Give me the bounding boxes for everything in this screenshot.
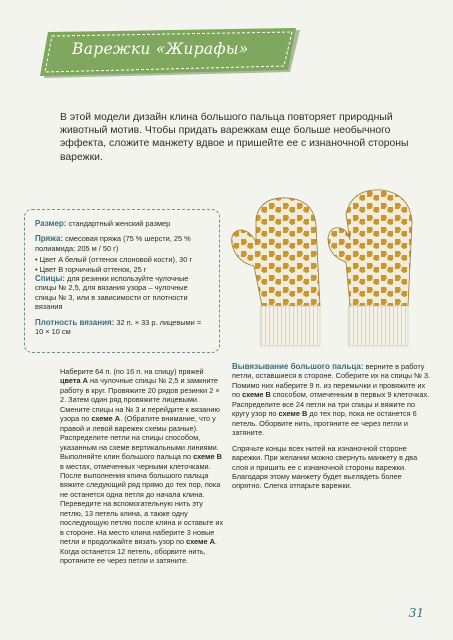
size-label: Размер: — [35, 219, 67, 228]
color-b-item: • Цвет B горчичный оттенок, 25 г — [35, 264, 147, 274]
color-a-item: • Цвет A белый (оттенок слоновой кости), 30 г — [35, 255, 193, 265]
thumb-instructions — [232, 362, 432, 438]
needles-label: Спицы: — [35, 274, 65, 284]
needles-value: для резинки используйте чулочные спицы № 2,5, для вязания узора – чулочные спицы № 3, или в зависимости от плотности вязания — [35, 274, 189, 312]
knitting-instructions-right — [232, 362, 432, 497]
yarn-value: смесовая пряжа (75 % шерсти, 25 % полиамида; 205 м / 50 г) — [35, 234, 191, 253]
page-title: Варежки «Жирафы» — [72, 40, 249, 58]
giraffe-mittens-photo — [226, 178, 436, 356]
gauge-value: 32 п. × 33 р. лицевыми = 10 × 10 см — [35, 317, 202, 337]
text-run: Наберите 64 п. (по 16 п. на спицу) пряжей — [60, 367, 204, 376]
text-run: до тех пор, пока не останется 6 петель. Оборвите нить, протяните ее через петли и затяните. — [232, 409, 417, 438]
text-run: на чулочные спицы № 2,5 и замкните работу в круг. Провяжите 20 рядов резинки 2 × 2. Затем один ряд провяжите лицевыми. Смените спицы на № 3 и перейдите к вязанию узора по — [60, 376, 220, 424]
intro-paragraph: В этой модели дизайн клина большого пальца повторяет природный животный мотив. Чтобы придать варежкам еще больше необычного эффекта, сложите манжету вдвое и пришейте ее с изнаночной стороны варежки. — [60, 112, 409, 163]
text-run-bold: схеме B — [242, 390, 271, 400]
text-run: способом, отмеченным в первых 9 клеточках. Распределите все 24 петли на три спицы и вяжите по кругу узор по — [232, 390, 430, 419]
knitting-instructions-left — [60, 367, 226, 566]
text-run: в местах, отмеченных черными клеточками. После выполнения клина большого пальца вяжите следующий ряд прямо до тех пор, пока не останется одна петля до начала клина. Переведите на вспомогательную нить эту петлю, 13 петель клина, а также одну последующую петлю после клина и оставьте их в стороне. На место клина наберите 3 новые петли и продолжайте вязать узор по — [60, 461, 224, 547]
color-b-text: Цвет B горчичный оттенок, 25 г — [39, 264, 147, 274]
text-run-bold: схеме A — [91, 414, 121, 424]
specifications-box — [24, 209, 220, 353]
gauge-spec — [35, 318, 211, 337]
thumb-heading: Вывязывание большого пальца: — [232, 362, 364, 371]
left-mitten — [232, 198, 320, 346]
finishing-instructions: Спрячьте концы всех нитей на изнаночной стороне варежки. При желании можно свернуть манжету в два слоя и пришить ее с изнаночной стороны варежки. Благодаря этому манжету будет выглядеть более опрятно. Слегка отпарьте варежки. — [232, 443, 418, 491]
title-banner — [38, 26, 304, 82]
text-run-bold: схеме B — [278, 409, 308, 419]
text-run-bold: схеме A — [186, 537, 215, 547]
size-spec — [35, 219, 211, 228]
color-a-text: Цвет A белый (оттенок слоновой кости), 30 г — [39, 255, 193, 265]
text-run: . (Обратите внимание, что у правой и левой варежек схемы разные). Распределите петли на спицы способом, указанным на схеме вертикальными линиями. Выполняйте клин большого пальца по — [60, 414, 219, 462]
size-value: стандартный женский размер — [66, 219, 171, 228]
right-mitten — [328, 190, 412, 346]
page-number: 31 — [408, 606, 424, 620]
text-run: . Когда останется 12 петель, оборвите нить, протяните ее через петли и затяните. — [60, 537, 217, 566]
text-run: верните в работу петли, оставшиеся в стороне. Соберите их на спицы № 3. Помимо них наберите 9 п. из перемычки и провяжите их по — [232, 362, 431, 400]
text-run-bold: схеме B — [193, 452, 222, 462]
text-run-bold: цвета A — [60, 376, 88, 386]
yarn-spec — [35, 234, 211, 253]
needles-spec — [35, 274, 211, 312]
yarn-label: Пряжа: — [35, 234, 64, 244]
main-instructions — [60, 367, 226, 566]
gauge-label: Плотность вязания: — [35, 317, 115, 327]
